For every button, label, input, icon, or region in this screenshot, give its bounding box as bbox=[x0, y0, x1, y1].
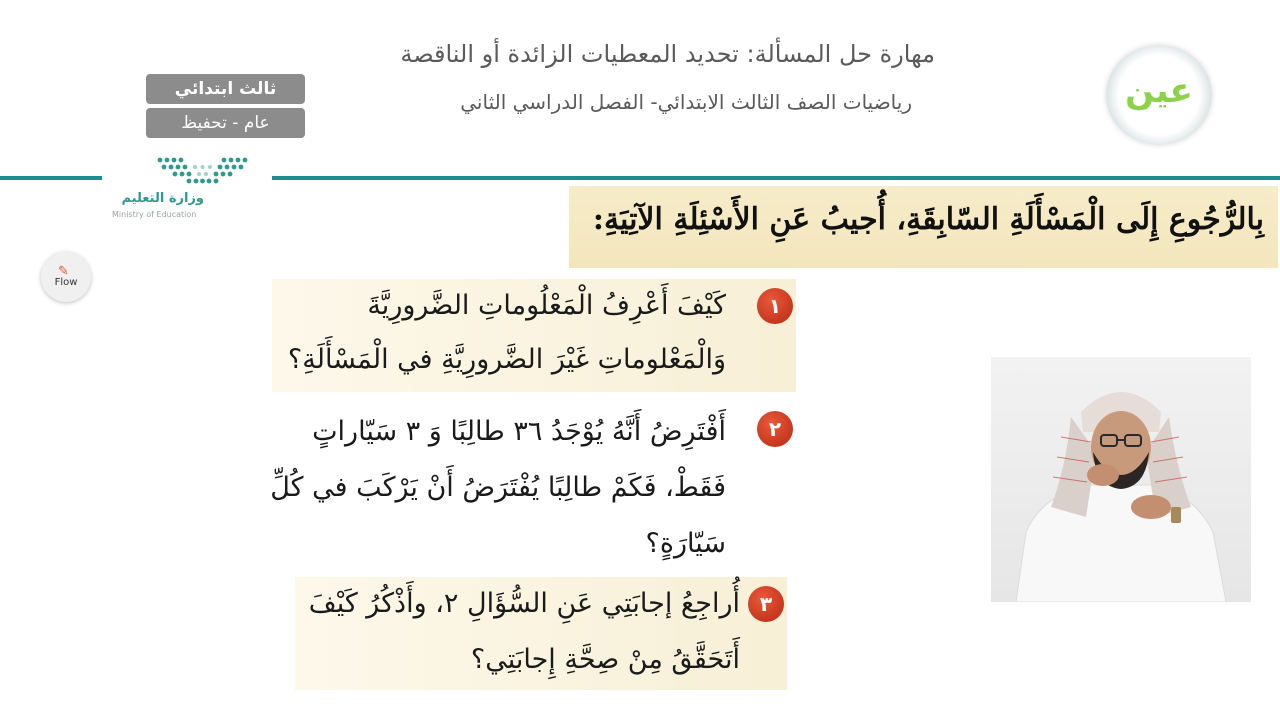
question-number-1: ١ bbox=[757, 288, 793, 324]
question-number-3: ٣ bbox=[748, 586, 784, 622]
grade-badge: ثالث ابتدائي bbox=[146, 74, 305, 104]
pencil-icon: ✎ bbox=[58, 264, 69, 279]
question-3-line-1: أُراجِعُ إجابَتِي عَنِ السُّؤَالِ ٢، وأَذْكُرُ كَيْفَ bbox=[308, 588, 740, 619]
instruction-banner bbox=[569, 186, 1278, 268]
lesson-subtitle: رياضيات الصف الثالث الابتدائي- الفصل الدراسي الثاني bbox=[460, 90, 912, 114]
ein-logo-text: عين bbox=[1125, 71, 1193, 111]
instruction-heading: بِالرُّجُوعِ إِلَى الْمَسْأَلَةِ السّابِقَةِ، أُجيبُ عَنِ الأَسْئِلَةِ الآتِيَةِ: bbox=[592, 202, 1264, 237]
flow-label: Flow bbox=[54, 277, 78, 288]
question-1-line-2: وَالْمَعْلوماتِ غَيْرَ الضَّرورِيَّةِ في الْمَسْأَلَةِ؟ bbox=[287, 344, 726, 375]
question-1-line-1: كَيْفَ أَعْرِفُ الْمَعْلُوماتِ الضَّرورِيَّةَ bbox=[367, 290, 726, 321]
ministry-name-english: Ministry of Education bbox=[112, 210, 197, 219]
question-number-2: ٢ bbox=[757, 411, 793, 447]
lesson-title: مهارة حل المسألة: تحديد المعطيات الزائدة أو الناقصة bbox=[400, 40, 935, 68]
teacher-video[interactable] bbox=[991, 357, 1251, 602]
flow-button[interactable] bbox=[41, 252, 91, 302]
divider-right bbox=[272, 176, 1280, 180]
question-2 bbox=[272, 401, 796, 574]
question-2-line-2: فَقَطْ، فَكَمْ طالِبًا يُفْتَرَضُ أَنْ يَرْكَبَ في كُلِّ bbox=[270, 472, 726, 503]
ministry-name-arabic: وزارة التعليم bbox=[121, 191, 204, 206]
ein-logo bbox=[1106, 45, 1212, 145]
presenter-illustration bbox=[991, 357, 1251, 602]
question-2-line-3: سَيّارَةٍ؟ bbox=[645, 528, 726, 559]
question-3 bbox=[295, 577, 787, 690]
ministry-logo-icon bbox=[155, 155, 250, 185]
question-3-line-2: أَتَحَقَّقُ مِنْ صِحَّةِ إِجابَتِي؟ bbox=[470, 644, 740, 675]
track-badge: عام - تحفيظ bbox=[146, 108, 305, 138]
divider-left bbox=[0, 176, 102, 180]
question-1 bbox=[272, 279, 796, 392]
question-2-line-1: أَفْتَرِضُ أَنَّهُ يُوْجَدُ ٣٦ طالِبًا وَ ٣ سَيّاراتٍ bbox=[312, 416, 726, 447]
